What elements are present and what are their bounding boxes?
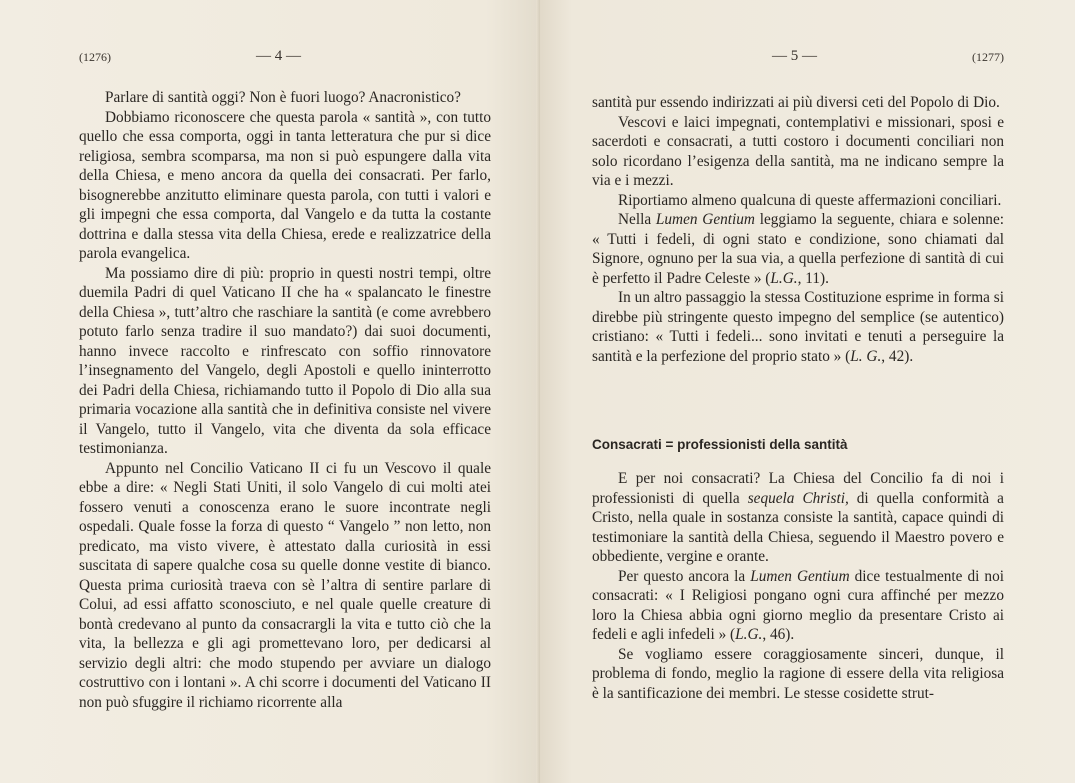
right-page-body-top xyxy=(592,93,1004,366)
right-page-body-bottom xyxy=(592,469,1004,703)
paragraph: Riportiamo almeno qualcuna di queste affermazioni conciliari. xyxy=(618,191,1002,209)
citation-ref: L.G. xyxy=(770,269,798,287)
page-number-left: — 4 — xyxy=(256,48,301,64)
running-head-left: (1276) xyxy=(79,50,111,64)
paragraph: Vescovi e laici impegnati, contemplativi e missionari, sposi e sacerdoti e consacrati, a tutti costoro i documenti conciliari non solo ricordano l’esigenza della santità, ma ne indicano sempre la via e i mezzi. xyxy=(592,113,1004,189)
right-page xyxy=(540,0,1075,783)
paragraph: Se vogliamo essere coraggiosamente sinceri, dunque, il problema di fondo, meglio la ragione di essere della vita religiosa è la santificazione dei membri. Le stesse cosidette strut- xyxy=(592,645,1004,702)
work-title: Lumen Gentium xyxy=(655,211,755,228)
latin-phrase: sequela Christi, xyxy=(747,489,849,507)
paragraph: In un altro passaggio la stessa Costituzione esprime in forma si direbbe più stringente questo impegno del semplice (se autentico) cristiano: « Tutti i fedeli... sono invitati e tenuti a perseguire la santità e la perfezione del proprio stato » (L. G., 42). xyxy=(592,289,1004,365)
paragraph: Appunto nel Concilio Vaticano II ci fu un Vescovo il quale ebbe a dire: « Negli Stati Uniti, il solo Vangelo di cui molti atei fossero venuti a conoscenza erano le suore incontrate negli ospedali. Quale fosse la forza di questo “ Vangelo ” non letto, non predicato, ma visto vivere, è attestato dalla curiosità in essi suscitata di sapere qualche cosa su quelle donne vestite di bianco. Questa prima curiosità traeva con sè l’altra di sentire parlare di Colui, ad essi affatto sconosciuto, e nel quale quelle creature di bontà credevano al punto da consacrargli la vita e tutto ciò che la vita, la bellezza e gli agi promettevano loro, per dedicarsi al servizio degli altri: che modo stupendo per avviare un dialogo costruttivo con i lontani ». A chi scorre i documenti del Vaticano II non può sfuggire il richiamo ricorrente alla xyxy=(79,459,491,711)
citation-ref: L. G. xyxy=(850,347,882,365)
paragraph: E per noi consacrati? La Chiesa del Concilio fa di noi i professionisti di quella sequela Christi, di quella conformità a Cristo, nella quale in sostanza consiste la santità, capace quindi di testimoniare la santità della Chiesa, seguendo il Maestro povero e obbediente, vergine e orante. xyxy=(592,470,1004,565)
section-heading: Consacrati = professionisti della santità xyxy=(592,437,848,452)
paragraph: Nella Lumen Gentium leggiamo la seguente, chiara e solenne: « Tutti i fedeli, di ogni stato e condizione, sono chiamati dal Signore, ognuno per la sua via, a quella perfezione di santità di cui è perfetto il Padre Celeste » (L.G., 11). xyxy=(592,211,1004,287)
work-title: Lumen Gentium xyxy=(750,567,850,585)
paragraph: Per questo ancora la Lumen Gentium dice testualmente di noi consacrati: « I Religiosi pongano ogni cura affinché per mezzo loro la Chiesa abbia ogni giorno meglio da presentare Cristo ai fedeli e agli infedeli » (L.G., 46). xyxy=(592,567,1004,643)
left-page-body xyxy=(79,88,491,712)
paragraph: Parlare di santità oggi? Non è fuori luogo? Anacronistico? xyxy=(105,89,461,106)
paragraph: Ma possiamo dire di più: proprio in questi nostri tempi, oltre duemila Padri di quel Vaticano II che ha « spalancato le finestre della Chiesa », tutt’altro che raschiare la santità (e come avrebbero potuto farlo senza tradire il suo mandato?) dai suoi documenti, hanno invece raccolto e rinfrescato con soffio rinnovatore l’insegnamento del Vangelo, degli Apostoli e quello ininterrotto dei Padri della Chiesa, richiamando tutto il Popolo di Dio alla sua primaria vocazione alla santità che in definitiva consiste nel vivere il Vangelo, tutto il Vangelo, vita che diventa da sola efficace testimonianza. xyxy=(79,264,491,457)
paragraph: santità pur essendo indirizzati ai più diversi ceti del Popolo di Dio. xyxy=(592,94,1000,111)
running-head-right: (1277) xyxy=(972,50,1004,64)
page-number-right: — 5 — xyxy=(772,48,817,64)
citation-ref: L.G. xyxy=(735,626,763,643)
paragraph: Dobbiamo riconoscere che questa parola « santità », con tutto quello che essa comporta, oggi in tanta letteratura che pur si dice religiosa, sembra scomparsa, ma non si può espungere dalla vita della Chiesa, e meno ancora da quella dei consacrati. Per farlo, bisognerebbe anzitutto eliminare questa parola, con tutti i valori e gli impegni che essa comporta, dal Vangelo e da tutta la costante dottrina e dalla stessa vita della Chiesa, erede e realizzatrice della parola evangelica. xyxy=(79,108,491,262)
